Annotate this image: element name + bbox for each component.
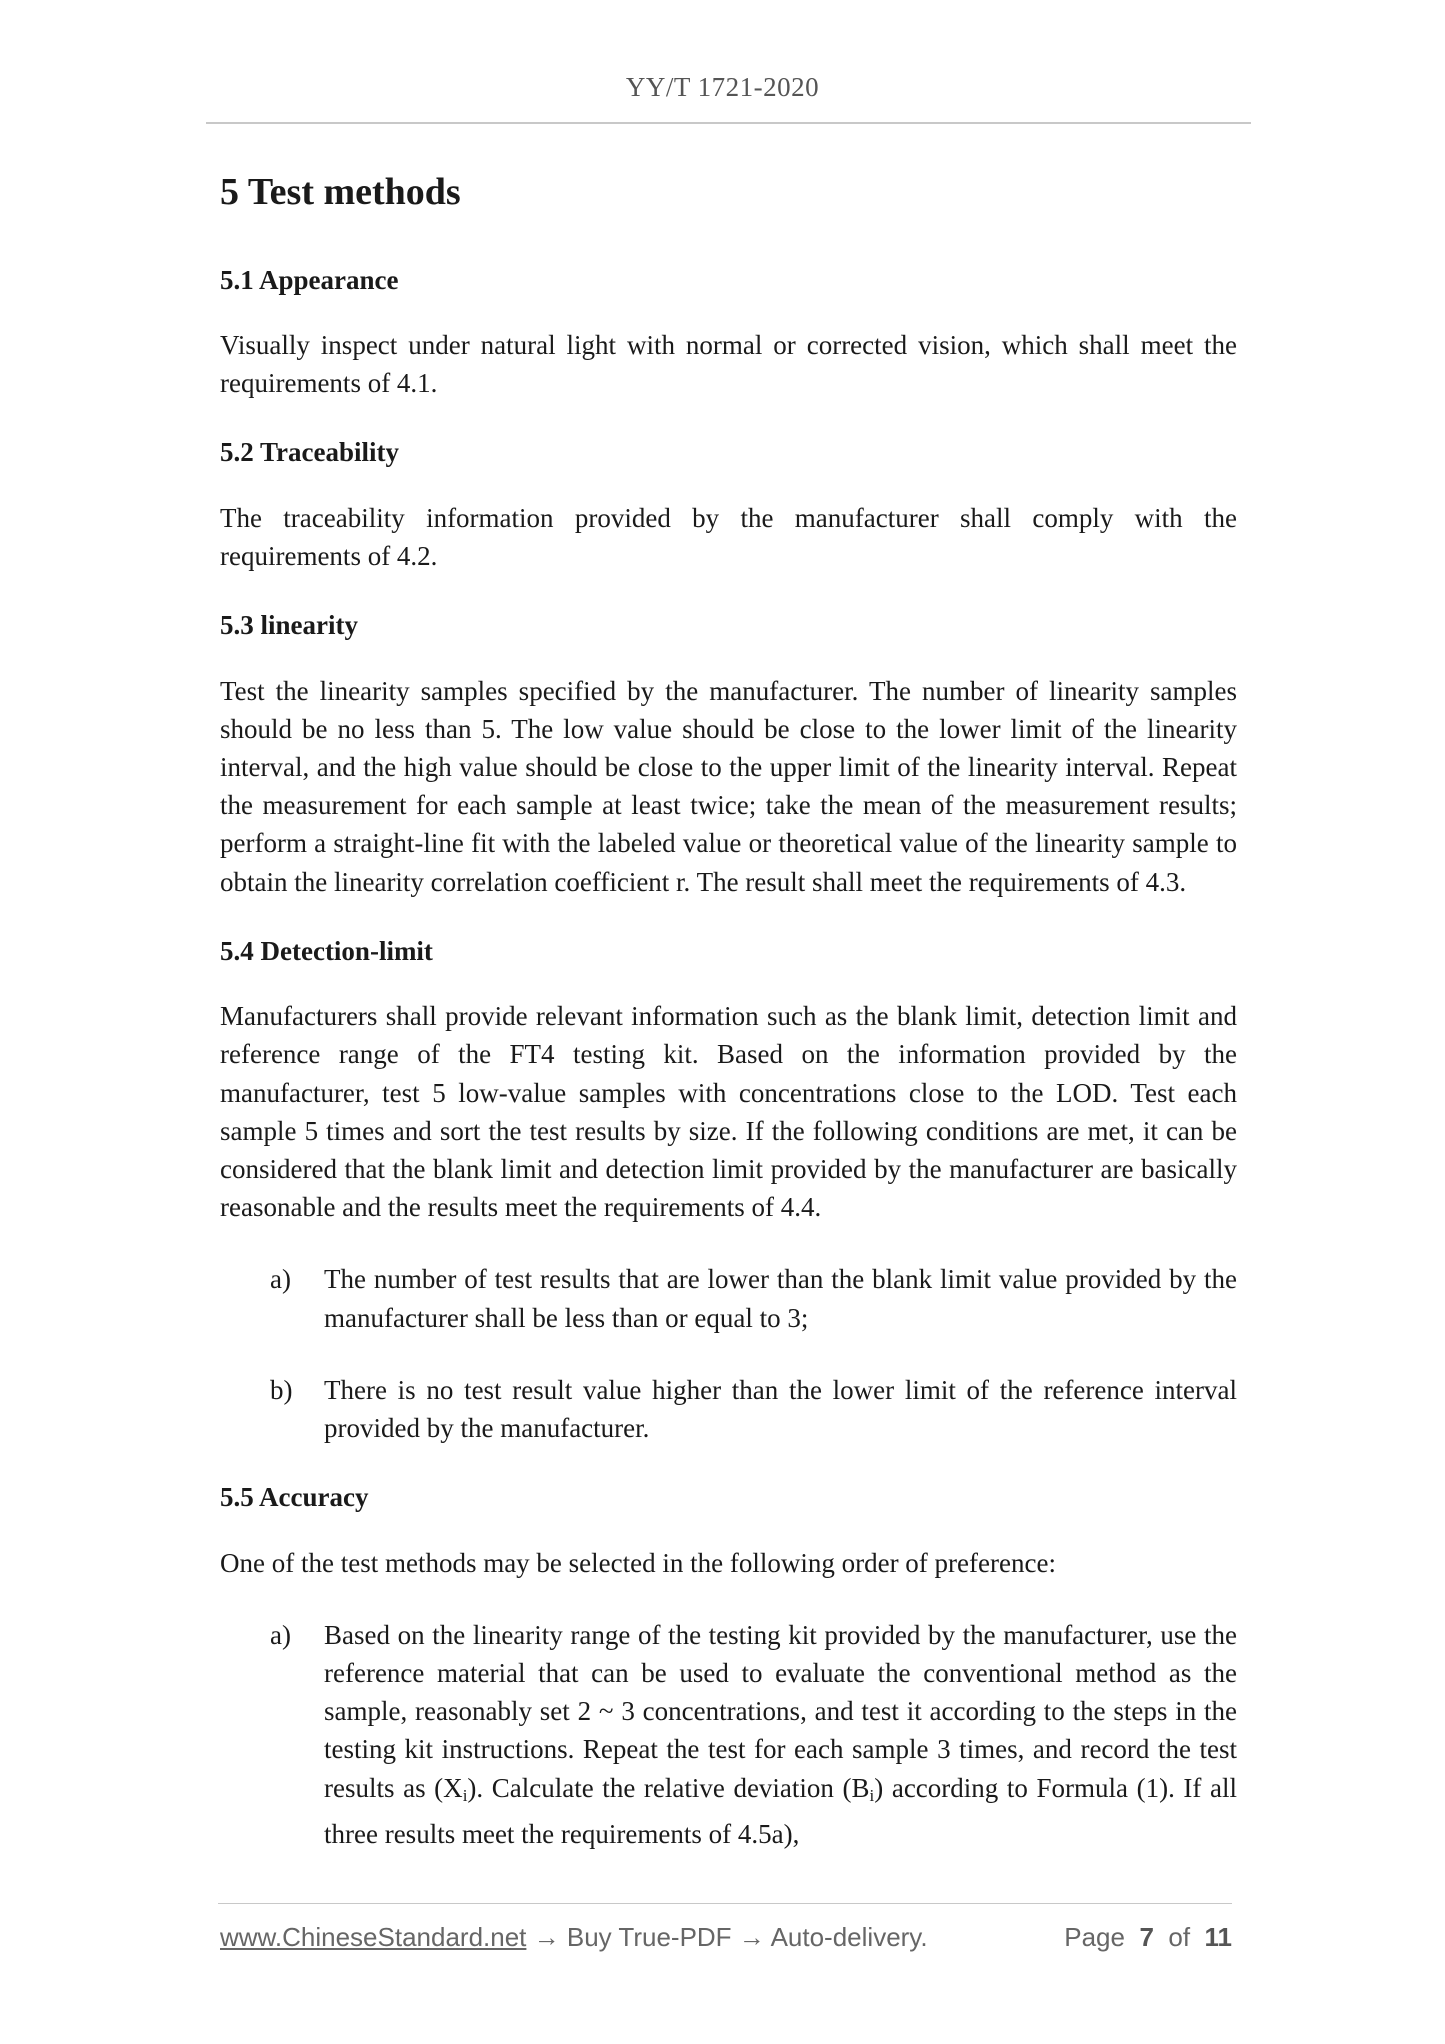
heading-5-3: 5.3 linearity xyxy=(220,610,358,641)
list-marker: a) xyxy=(270,1619,291,1650)
list-item xyxy=(220,1371,1237,1447)
document-id-header: YY/T 1721-2020 xyxy=(625,72,820,102)
list-5-4 xyxy=(220,1260,1237,1447)
page-footer xyxy=(220,1922,1232,1953)
paragraph-5-4: Manufacturers shall provide relevant information such as the blank limit, detection limit and reference range of the FT4 testing kit. Based on the information provided by the manufacturer, test 5 low-value samples with concentrations close to the LOD. Test each sample 5 times and sort the test results by size. If the following conditions are met, it can be considered that the blank limit and detection limit provided by the manufacturer are basically reasonable and the results meet the requirements of 4.4. xyxy=(220,1001,1237,1223)
list-item-text: There is no test result value higher than the lower limit of the reference interval provided by the manufacturer. xyxy=(324,1374,1237,1444)
list-item xyxy=(220,1260,1237,1336)
footer-tagline: → Buy True-PDF → Auto-delivery. xyxy=(526,1922,928,1952)
page-content xyxy=(220,170,1237,1887)
paragraph-5-3: Test the linearity samples specified by the manufacturer. The number of linearity samples should be no less than 5. The low value should be close to the lower limit of the linearity interval, and the high value should be close to the upper limit of the linearity interval. Repeat the measurement for each sample at least twice; take the mean of the measurement results; perform a straight-line fit with the labeled value or theoretical value of the linearity sample to obtain the linearity correlation coefficient r. The result shall meet the requirements of 4.3. xyxy=(220,675,1237,897)
page-number: Page 7 of 11 xyxy=(1064,1922,1232,1952)
heading-5-4: 5.4 Detection-limit xyxy=(220,935,433,966)
heading-5-2: 5.2 Traceability xyxy=(220,437,399,468)
list-item-text: The number of test results that are lower than the blank limit value provided by the manufacturer shall be less than or equal to 3; xyxy=(324,1264,1237,1333)
paragraph-5-2: The traceability information provided by the manufacturer shall comply with the requirements of 4.2. xyxy=(220,502,1237,571)
list-item xyxy=(220,1616,1237,1853)
website-link[interactable]: www.ChineseStandard.net xyxy=(220,1922,527,1952)
heading-5-1: 5.1 Appearance xyxy=(220,264,399,295)
list-item-text: Based on the linearity range of the testing kit provided by the manufacturer, use the reference material that can be used to evaluate the conventional method as the sample, reasonably set 2 ~ 3 concentrations, and test it according to the steps in the testing kit instructions. Repeat the test for each sample 3 times, and record the test results as $(X_i)$. Calculate the relative deviation $(B_i)$ according to Formula (1). If all three results meet the requirements of 4.5a), xyxy=(324,1619,1237,1849)
header-divider xyxy=(206,122,1251,124)
paragraph-5-1: Visually inspect under natural light with normal or corrected vision, which shall meet the requirements of 4.1. xyxy=(220,329,1237,399)
heading-5-5: 5.5 Accuracy xyxy=(220,1482,369,1513)
footer-divider xyxy=(218,1903,1232,1904)
list-5-5 xyxy=(220,1616,1237,1853)
section-title: 5 Test methods xyxy=(220,171,461,213)
paragraph-5-5: One of the test methods may be selected in the following order of preference: xyxy=(220,1547,1056,1578)
list-marker: b) xyxy=(270,1374,293,1405)
list-marker: a) xyxy=(270,1264,291,1295)
